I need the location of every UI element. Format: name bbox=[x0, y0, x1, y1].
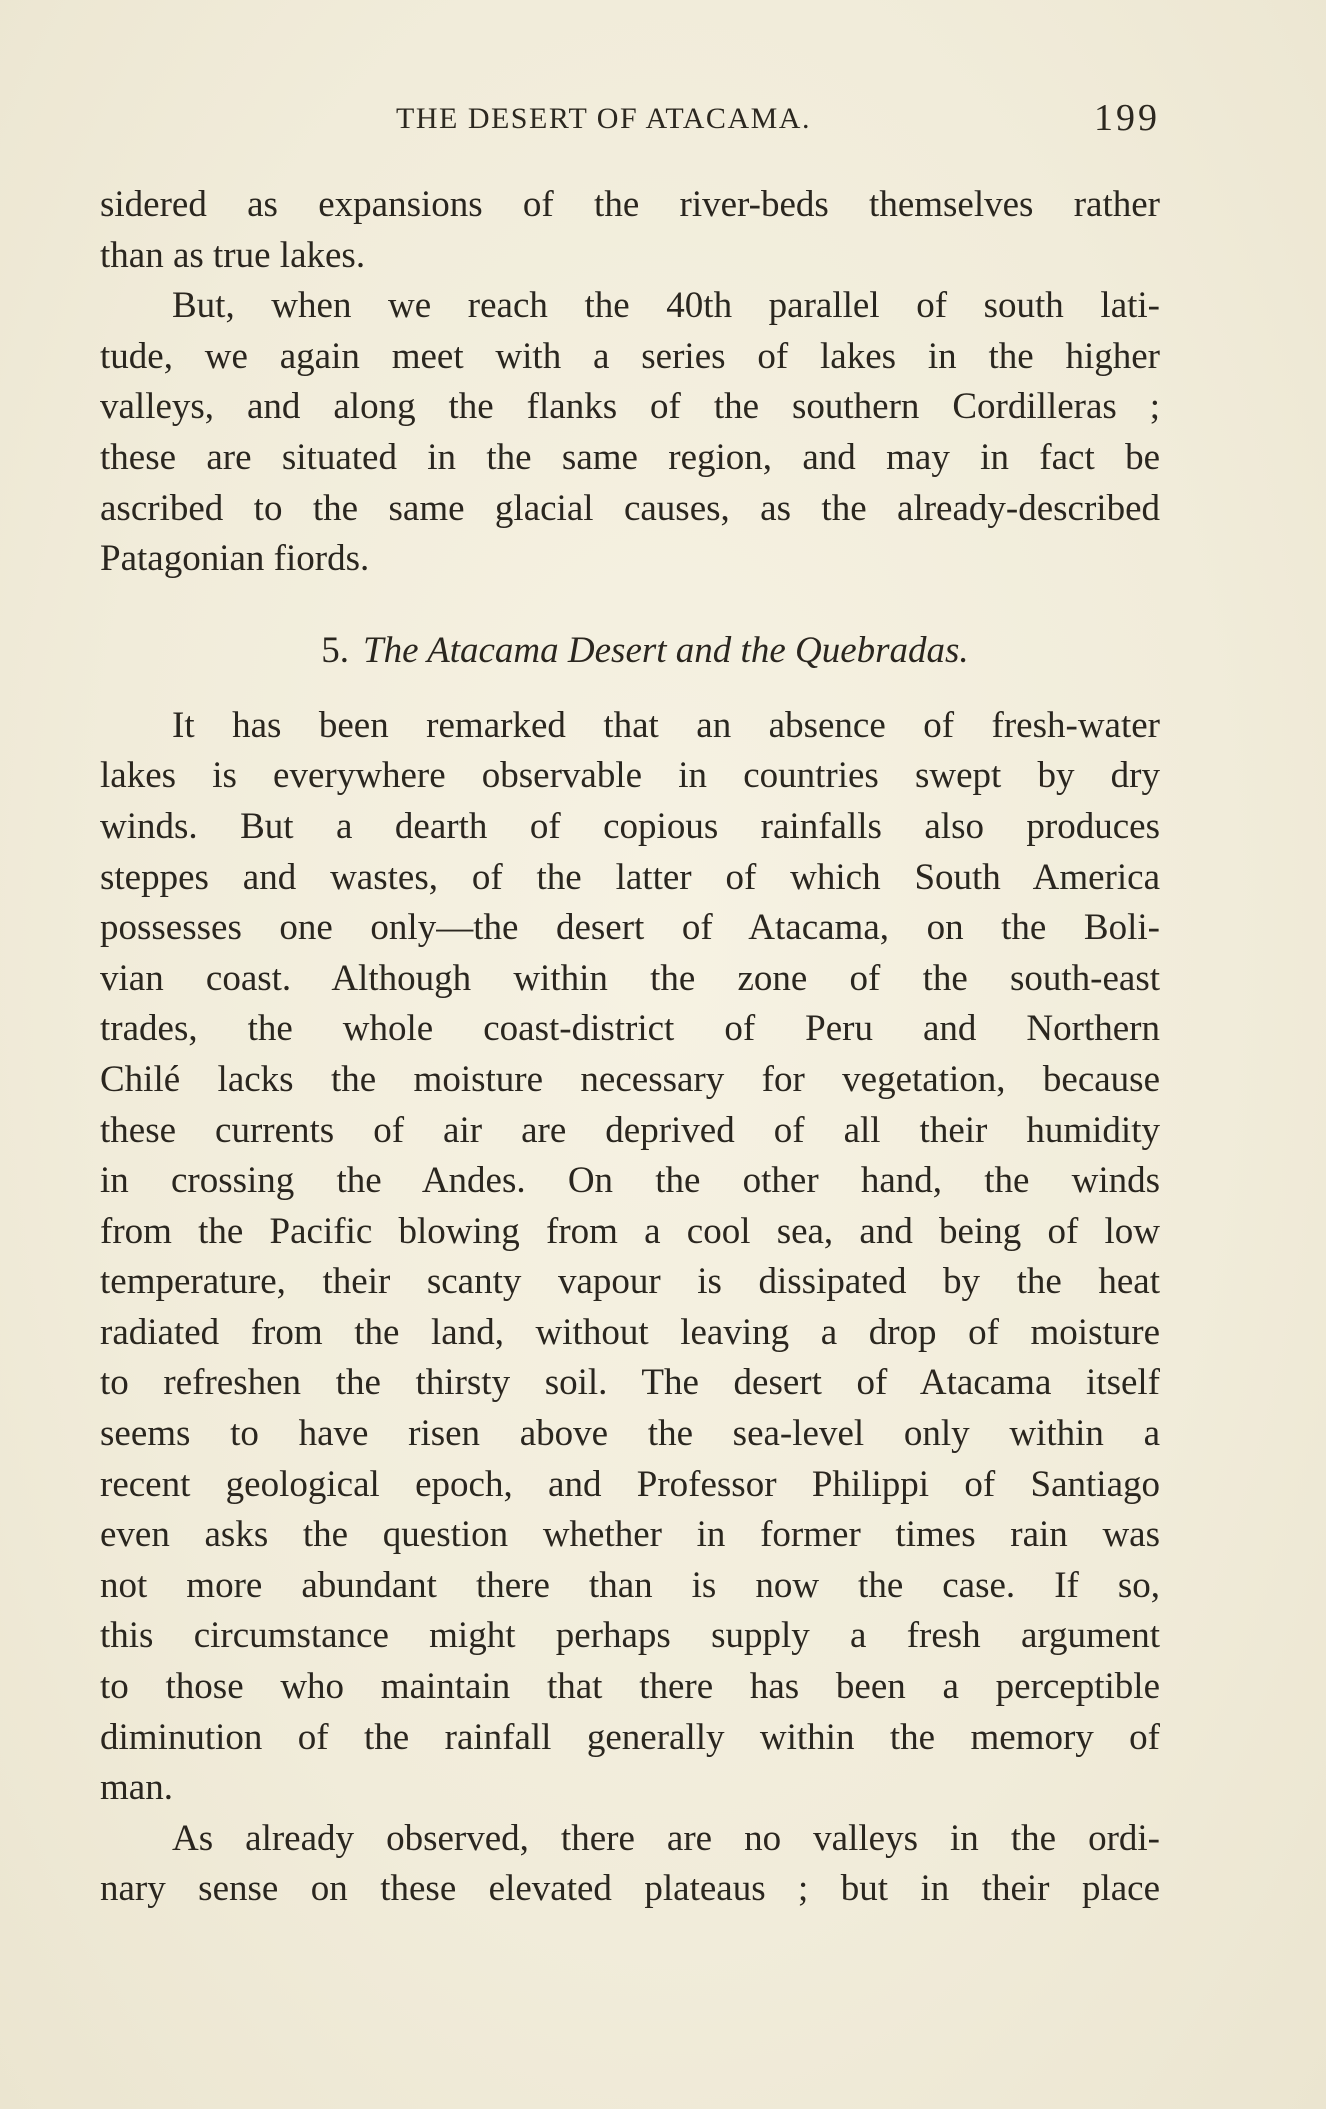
text-line: than as true lakes. bbox=[100, 234, 366, 276]
heading-spacer bbox=[100, 679, 1160, 701]
text-line: diminution of the rainfall generally within the memory of bbox=[100, 1716, 1160, 1758]
text-line: from the Pacific blowing from a cool sea, and being of low bbox=[100, 1210, 1160, 1252]
text-line: to refreshen the thirsty soil. The desert of Atacama itself bbox=[100, 1362, 1160, 1404]
text-line: recent geological epoch, and Professor Philippi of Santiago bbox=[100, 1463, 1160, 1505]
text-line: these currents of air are deprived of all their humidity bbox=[100, 1109, 1160, 1151]
text-line: valleys, and along the flanks of the southern Cordilleras ; bbox=[100, 386, 1160, 428]
text-line: nary sense on these elevated plateaus ; but in their place bbox=[100, 1868, 1160, 1910]
text-line: not more abundant there than is now the case. If so, bbox=[100, 1564, 1160, 1606]
text-line: As already observed, there are no valleys in the ordi- bbox=[172, 1817, 1160, 1859]
text-line: steppes and wastes, of the latter of which South America bbox=[100, 856, 1160, 898]
text-line: Chilé lacks the moisture necessary for vegetation, because bbox=[100, 1058, 1160, 1100]
text-line: this circumstance might perhaps supply a fresh argument bbox=[100, 1615, 1160, 1657]
text-line: even asks the question whether in former times rain was bbox=[100, 1514, 1160, 1556]
text-line: But, when we reach the 40th parallel of south lati- bbox=[172, 285, 1160, 327]
paragraph-lakes-southern bbox=[100, 281, 1160, 585]
paragraph-atacama bbox=[100, 701, 1160, 1814]
text-line: temperature, their scanty vapour is dissipated by the heat bbox=[100, 1261, 1160, 1303]
page-header bbox=[100, 96, 1160, 146]
text-line: It has been remarked that an absence of fresh-water bbox=[172, 704, 1160, 746]
text-line: in crossing the Andes. On the other hand, the winds bbox=[100, 1160, 1160, 1202]
section-number: 5. bbox=[321, 629, 350, 671]
page-number: 199 bbox=[1094, 97, 1160, 139]
text-line: radiated from the land, without leaving a drop of moisture bbox=[100, 1311, 1160, 1353]
text-line: winds. But a dearth of copious rainfalls also produces bbox=[100, 805, 1160, 847]
paragraph-valleys bbox=[100, 1814, 1160, 1915]
text-line: these are situated in the same region, and may in fact be bbox=[100, 436, 1160, 478]
text-line: tude, we again meet with a series of lakes in the higher bbox=[100, 335, 1160, 377]
text-line: vian coast. Although within the zone of the south-east bbox=[100, 957, 1160, 999]
section-spacer bbox=[100, 585, 1160, 623]
section-heading bbox=[100, 623, 1160, 679]
section-title: The Atacama Desert and the Quebradas. bbox=[363, 629, 969, 671]
running-title: THE DESERT OF ATACAMA. bbox=[396, 102, 811, 135]
text-line: possesses one only—the desert of Atacama, on the Boli- bbox=[100, 907, 1160, 949]
text-line: ascribed to the same glacial causes, as the already-described bbox=[100, 487, 1160, 529]
page-body bbox=[100, 180, 1160, 1915]
text-line: lakes is everywhere observable in countries swept by dry bbox=[100, 755, 1160, 797]
text-line: Patagonian fiords. bbox=[100, 538, 370, 580]
text-line: trades, the whole coast-district of Peru and Northern bbox=[100, 1008, 1160, 1050]
paragraph-continuation bbox=[100, 180, 1160, 281]
text-line: sidered as expansions of the river-beds themselves rather bbox=[100, 184, 1160, 225]
text-line: seems to have risen above the sea-level only within a bbox=[100, 1413, 1160, 1455]
text-line: to those who maintain that there has been a perceptible bbox=[100, 1666, 1160, 1708]
text-line: man. bbox=[100, 1767, 173, 1809]
